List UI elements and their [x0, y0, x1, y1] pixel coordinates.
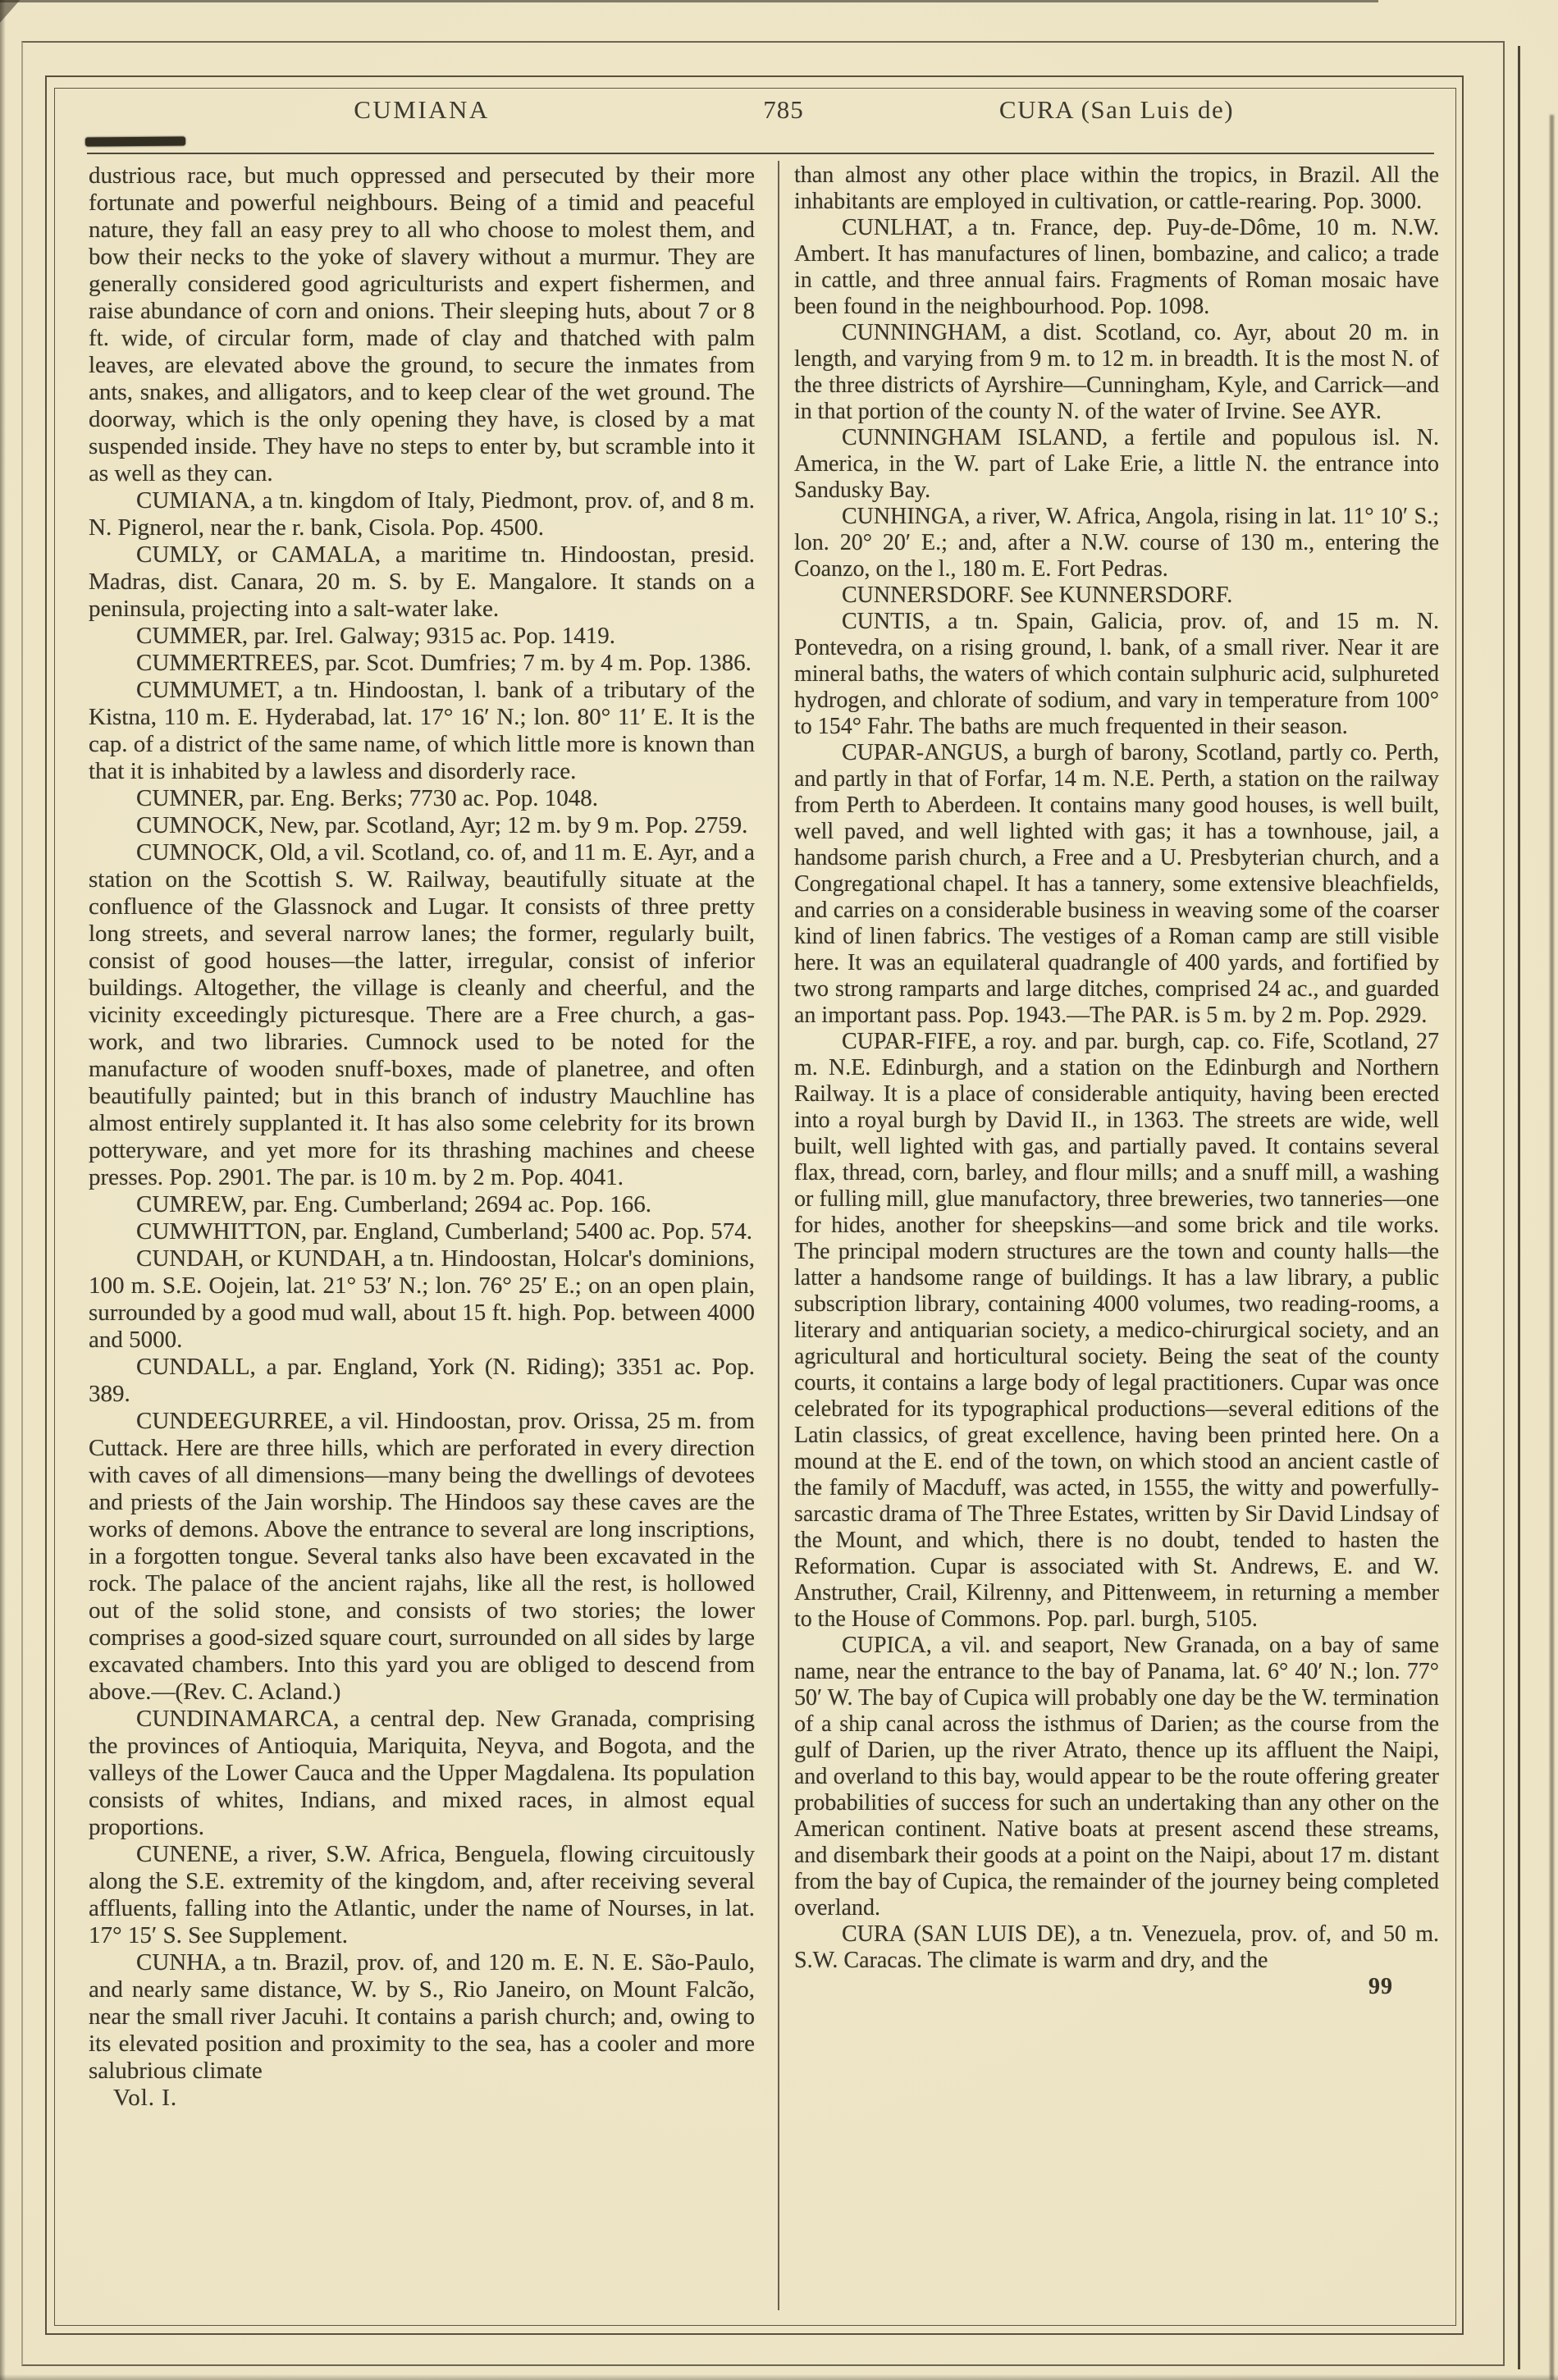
- paragraph: CUPAR-FIFE, a roy. and par. burgh, cap. co. Fife, Scotland, 27 m. N.E. Edinburgh, and a station on the Edinburgh and Northern Railway. It is a place of considerable antiquity, having been erected into a royal burgh by David II., in 1363. The streets are wide, well built, well lighted with gas, and partially paved. It contains several flax, thread, corn, barley, and flour mills; and a snuff mill, a washing or fulling mill, glue manufactory, three breweries, two tanneries—one for hides, another for sheepskins—and some brick and tile works. The principal modern structures are the town and county halls—the latter a handsome range of buildings. It has a law library, a public subscription library, containing 4000 volumes, two reading-rooms, a literary and antiquarian society, a medico-chirurgical society, and an agricultural and horticultural society. Being the seat of the county courts, it contains a large body of legal practitioners. Cupar was once celebrated for its typographical productions—several editions of the Latin classics, of great excellence, having been printed here. On a mound at the E. end of the town, on which stood an ancient castle of the family of Macduff, was acted, in 1555, the witty and powerfully-sarcastic drama of The Three Estates, written by Sir David Lindsay of the Mount, and which, there is no doubt, tended to hasten the Reformation. Cupar is associated with St. Andrews, E. and W. Anstruther, Crail, Kilrenny, and Pittenweem, in returning a member to the House of Commons. Pop. parl. burgh, 5105.: [794, 1029, 1439, 1632]
- paragraph: CUNENE, a river, S.W. Africa, Benguela, flowing circuitously along the S.E. extremity of the kingdom, and, after receiving several affluents, falling into the Atlantic, under the name of Nourses, in lat. 17° 15′ S. See Supplement.: [89, 1841, 755, 1948]
- paragraph: CUMNOCK, New, par. Scotland, Ayr; 12 m. by 9 m. Pop. 2759.: [136, 812, 748, 838]
- header-page-number: 785: [763, 95, 804, 124]
- paragraph: CUNDEEGURREE, a vil. Hindoostan, prov. Orissa, 25 m. from Cuttack. Here are three hills, which are perforated in every direction with caves of all dimensions—many being the dwellings of devotees and priests of the Jain worship. The Hindoos say these caves are the works of demons. Above the entrance to several are long inscriptions, in a forgotten tongue. Several tanks also have been excavated in the rock. The palace of the ancient rajahs, like all the rest, is hollowed out of the solid stone, and consists of two stories; the lower comprises a good-sized square court, surrounded on all sides by large excavated chambers. Into this yard you are obliged to descend from above.—(Rev. C. Acland.): [89, 1408, 755, 1705]
- paragraph: CUMMER, par. Irel. Galway; 9315 ac. Pop. 1419.: [136, 623, 615, 649]
- page-number: 99: [1368, 1974, 1393, 1999]
- scan-left-edge: [0, 0, 6, 2380]
- paragraph: CUNNINGHAM, a dist. Scotland, co. Ayr, about 20 m. in length, and varying from 9 m. to 12 m. in breadth. It is the most N. of the three districts of Ayrshire—Cunningham, Kyle, and Carrick—and in that portion of the county N. of the water of Irvine. See AYR.: [794, 320, 1439, 424]
- paragraph: than almost any other place within the tropics, in Brazil. All the inhabitants are employed in cultivation, or cattle-rearing. Pop. 3000.: [794, 162, 1439, 214]
- column-divider: [778, 161, 779, 2310]
- paragraph: CUMNER, par. Eng. Berks; 7730 ac. Pop. 1048.: [136, 785, 599, 811]
- paragraph: CUMREW, par. Eng. Cumberland; 2694 ac. Pop. 166.: [136, 1191, 652, 1217]
- paragraph: CUMNOCK, Old, a vil. Scotland, co. of, and 11 m. E. Ayr, and a station on the Scottish S. W. Railway, beautifully situate at the confluence of the Glassnock and Lugar. It consists of three pretty long streets, and several narrow lanes; the former, regularly built, consist of good houses—the latter, irregular, consist of inferior buildings. Altogether, the village is cleanly and cheerful, and the vicinity exceedingly picturesque. There are a Free church, a gas-work, and two libraries. Cumnock used to be noted for the manufacture of wooden snuff-boxes, made of planetree, and often beautifully painted; but in this branch of industry Mauchline has almost entirely supplanted it. It has also some celebrity for its brown potteryware, and yet more for its thrashing machines and cheese presses. Pop. 2901. The par. is 10 m. by 2 m. Pop. 4041.: [89, 839, 755, 1190]
- volume-label: Vol. I.: [113, 2085, 178, 2111]
- ink-smudge: [85, 136, 185, 146]
- scan-right-edge-shadow: [1550, 115, 1554, 2380]
- paragraph: CUPICA, a vil. and seaport, New Granada, on a bay of same name, near the entrance to the bay of Panama, lat. 6° 40′ N.; lon. 77° 50′ W. The bay of Cupica will probably one day be the W. termination of a ship canal across the isthmus of Darien; as the course from the gulf of Darien, up the river Atrato, thence up its affluent the Naipi, and overland to this bay, would appear to be the route offering greater probabilities of success for such an undertaking than any other on the American continent. Native boats at present ascend these streams, and disembark their goods at a point on the Naipi, about 17 m. distant from the bay of Cupica, the remainder of the journey being completed overland.: [794, 1633, 1439, 1921]
- paragraph: CUNDALL, a par. England, York (N. Riding); 3351 ac. Pop. 389.: [89, 1354, 755, 1407]
- paragraph: CUMMERTREES, par. Scot. Dumfries; 7 m. by 4 m. Pop. 1386.: [136, 650, 752, 676]
- paragraph: CUNHA, a tn. Brazil, prov. of, and 120 m. E. N. E. São-Paulo, and nearly same distance, W. by S., Rio Janeiro, on Mount Falcão, near the small river Jacuhi. It contains a parish church; and, owing to its elevated position and proximity to the sea, has a cooler and more salubrious climate: [89, 1949, 755, 2084]
- scan-top-edge: [0, 0, 1378, 2]
- header-right-title: CURA (San Luis de): [998, 95, 1235, 124]
- paragraph: CUMIANA, a tn. kingdom of Italy, Piedmont, prov. of, and 8 m. N. Pignerol, near the r. bank, Cisola. Pop. 4500.: [89, 487, 755, 541]
- paragraph: CUNNINGHAM ISLAND, a fertile and populous isl. N. America, in the W. part of Lake Erie, a little N. the entrance into Sandusky Bay.: [794, 425, 1439, 503]
- scan-bottom-edge: [0, 2374, 1558, 2380]
- paragraph: CUNDINAMARCA, a central dep. New Granada, comprising the provinces of Antioquia, Mariquita, Neyva, and Bogota, and the valleys of the Lower Cauca and the Upper Magdalena. Its population consists of whites, Indians, and mixed races, in almost equal proportions.: [89, 1706, 755, 1840]
- left-column: [89, 162, 755, 2112]
- paragraph: CUNHINGA, a river, W. Africa, Angola, rising in lat. 11° 10′ S.; lon. 20° 20′ E.; and, after a N.W. course of 130 m., entering the Coanzo, on the l., 180 m. E. Fort Pedras.: [794, 504, 1439, 582]
- paragraph: CUPAR-ANGUS, a burgh of barony, Scotland, partly co. Perth, and partly in that of Forfar, 14 m. N.E. Perth, a station on the railway from Perth to Aberdeen. It contains many good houses, is well built, well paved, and well lighted with gas; it has a townhouse, jail, a handsome parish church, a Free and a U. Presbyterian church, and a Congregational chapel. It has a tannery, some extensive bleachfields, and carries on a considerable business in weaving some of the coarser kind of linen fabrics. The vestiges of a Roman camp are still visible here. It was an equilateral quadrangle of 400 yards, and fortified by two strong ramparts and large ditches, comprised 24 ac., and guarded an important pass. Pop. 1943.—The PAR. is 5 m. by 2 m. Pop. 2929.: [794, 740, 1439, 1028]
- paragraph: CUNDAH, or KUNDAH, a tn. Hindoostan, Holcar's dominions, 100 m. S.E. Oojein, lat. 21° 53′ N.; lon. 76° 25′ E.; on an open plain, surrounded by a good mud wall, about 15 ft. high. Pop. between 4000 and 5000.: [89, 1245, 755, 1353]
- header-rule: [87, 153, 1434, 154]
- paragraph: CURA (SAN LUIS DE), a tn. Venezuela, prov. of, and 50 m. S.W. Caracas. The climate is warm and dry, and the: [794, 1921, 1439, 1973]
- paragraph: CUMLY, or CAMALA, a maritime tn. Hindoostan, presid. Madras, dist. Canara, 20 m. S. by E. Mangalore. It stands on a peninsula, projecting into a salt-water lake.: [89, 541, 755, 622]
- right-column: [794, 162, 1439, 2000]
- paragraph: CUMWHITTON, par. England, Cumberland; 5400 ac. Pop. 574.: [136, 1218, 752, 1245]
- paragraph: dustrious race, but much oppressed and persecuted by their more fortunate and powerful neighbours. Being of a timid and peaceful nature, they fall an easy prey to all who choose to molest them, and bow their necks to the yoke of slavery without a murmur. They are generally considered good agriculturists and expert fishermen, and raise abundance of corn and onions. Their sleeping huts, about 7 or 8 ft. wide, of circular form, made of clay and thatched with palm leaves, are elevated above the ground, to secure the inmates from ants, snakes, and alligators, and to keep clear of the wet ground. The doorway, which is the only opening they have, is closed by a mat suspended inside. They have no steps to enter by, but scramble into it as well as they can.: [89, 162, 755, 487]
- paragraph: CUMMUMET, a tn. Hindoostan, l. bank of a tributary of the Kistna, 110 m. E. Hyderabad, lat. 17° 16′ N.; lon. 80° 11′ E. It is the cap. of a district of the same name, of which little more is known than that it is inhabited by a lawless and disorderly race.: [89, 677, 755, 784]
- paragraph: CUNLHAT, a tn. France, dep. Puy-de-Dôme, 10 m. N.W. Ambert. It has manufactures of linen, bombazine, and calico; a trade in cattle, and three annual fairs. Fragments of Roman mosaic have been found in the neighbourhood. Pop. 1098.: [794, 215, 1439, 319]
- paragraph: CUNTIS, a tn. Spain, Galicia, prov. of, and 15 m. N. Pontevedra, on a rising ground, l. bank, of a small river. Near it are mineral baths, the waters of which contain sulphuric acid, sulphureted hydrogen, and chlorate of sodium, and vary in temperature from 100° to 154° Fahr. The baths are much frequented in their season.: [794, 609, 1439, 739]
- paragraph: CUNNERSDORF. See KUNNERSDORF.: [842, 582, 1233, 608]
- outer-right-rule: [1518, 46, 1520, 2369]
- header-left-title: CUMIANA: [354, 95, 490, 124]
